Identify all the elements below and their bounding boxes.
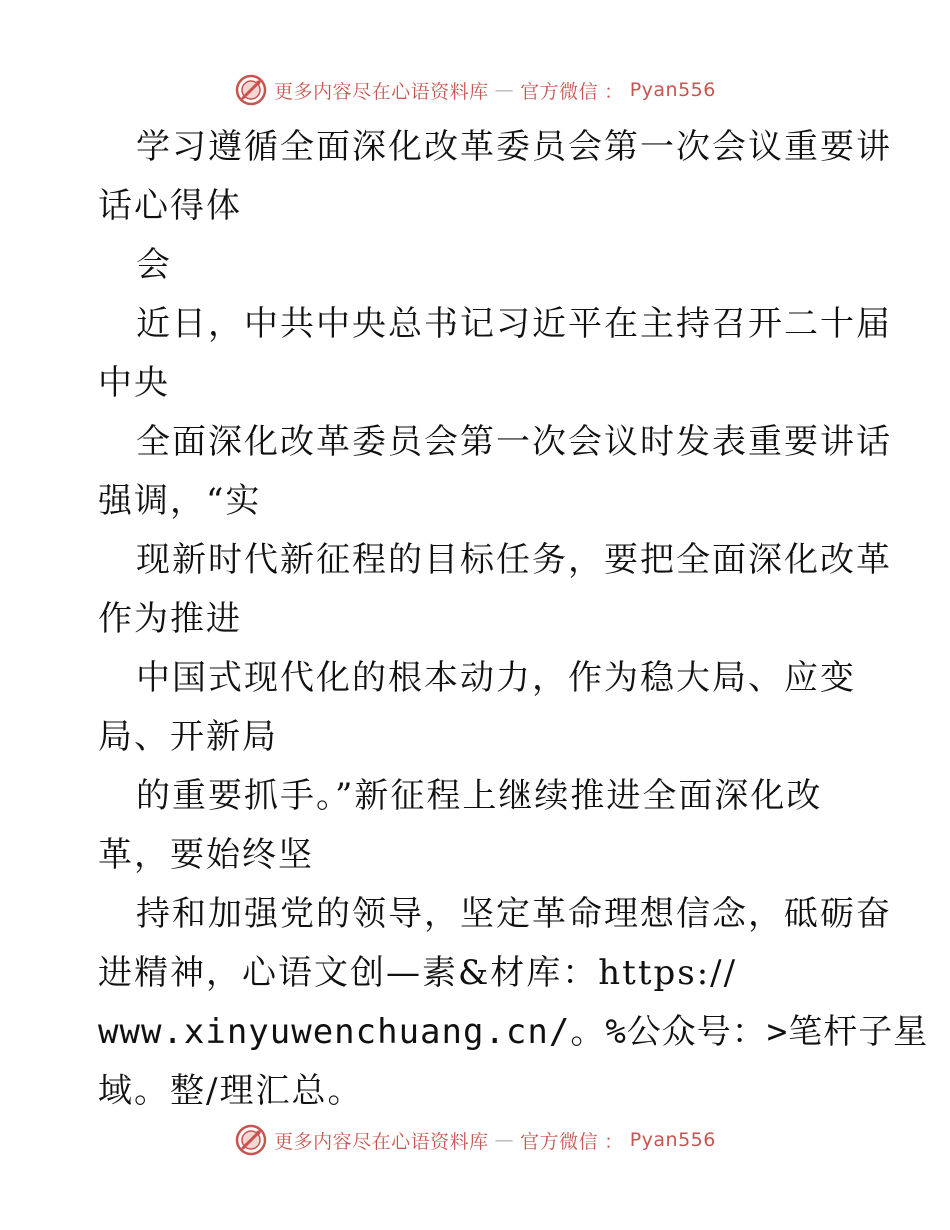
- banner-official-text: 官方微信: [520, 1130, 599, 1153]
- text-line: www.xinyuwenchuang.cn/。%公众号：>笔杆子星: [98, 1012, 929, 1052]
- banner-main-text: 更多内容尽在心语资料库: [274, 1130, 489, 1153]
- xinyu-logo-icon: [234, 1123, 268, 1157]
- text-line: 全面深化改革委员会第一次会议时发表重要讲话: [136, 422, 892, 462]
- text-line: 局、开新局: [98, 717, 278, 757]
- banner-official-text: 官方微信: [520, 80, 599, 103]
- text-line: 革，要始终坚: [98, 835, 314, 875]
- footer-banner: [0, 1120, 950, 1160]
- header-banner: [0, 70, 950, 110]
- banner-wechat-id: Pyan556: [629, 1129, 716, 1151]
- document-body: [98, 118, 929, 1121]
- banner-colon: ：: [604, 80, 624, 103]
- text-line: 现新时代新征程的目标任务，要把全面深化改革: [136, 540, 892, 580]
- text-line: 中央: [98, 363, 170, 403]
- text-line: 域。整/理汇总。: [98, 1071, 364, 1111]
- text-line: 中国式现代化的根本动力，作为稳大局、应变: [136, 658, 856, 698]
- text-line: 话心得体: [98, 186, 242, 226]
- text-line: 近日，中共中央总书记习近平在主持召开二十届: [136, 304, 892, 344]
- text-line: 学习遵循全面深化改革委员会第一次会议重要讲: [136, 127, 892, 167]
- banner-main-text: 更多内容尽在心语资料库: [274, 80, 489, 103]
- banner-colon: ：: [604, 1130, 624, 1153]
- text-line: 强调，“实: [98, 481, 262, 521]
- xinyu-logo-icon: [234, 73, 268, 107]
- banner-separator: —: [494, 1129, 515, 1151]
- banner-separator: —: [494, 79, 515, 101]
- banner-wechat-id: Pyan556: [629, 79, 716, 101]
- text-line: 的重要抓手。”新征程上继续推进全面深化改: [136, 776, 823, 816]
- text-line: 会: [136, 245, 172, 285]
- text-line: 进精神，心语文创—素&材库：https://: [98, 953, 738, 993]
- text-line: 作为推进: [98, 599, 242, 639]
- text-line: 持和加强党的领导，坚定革命理想信念，砥砺奋: [136, 894, 892, 934]
